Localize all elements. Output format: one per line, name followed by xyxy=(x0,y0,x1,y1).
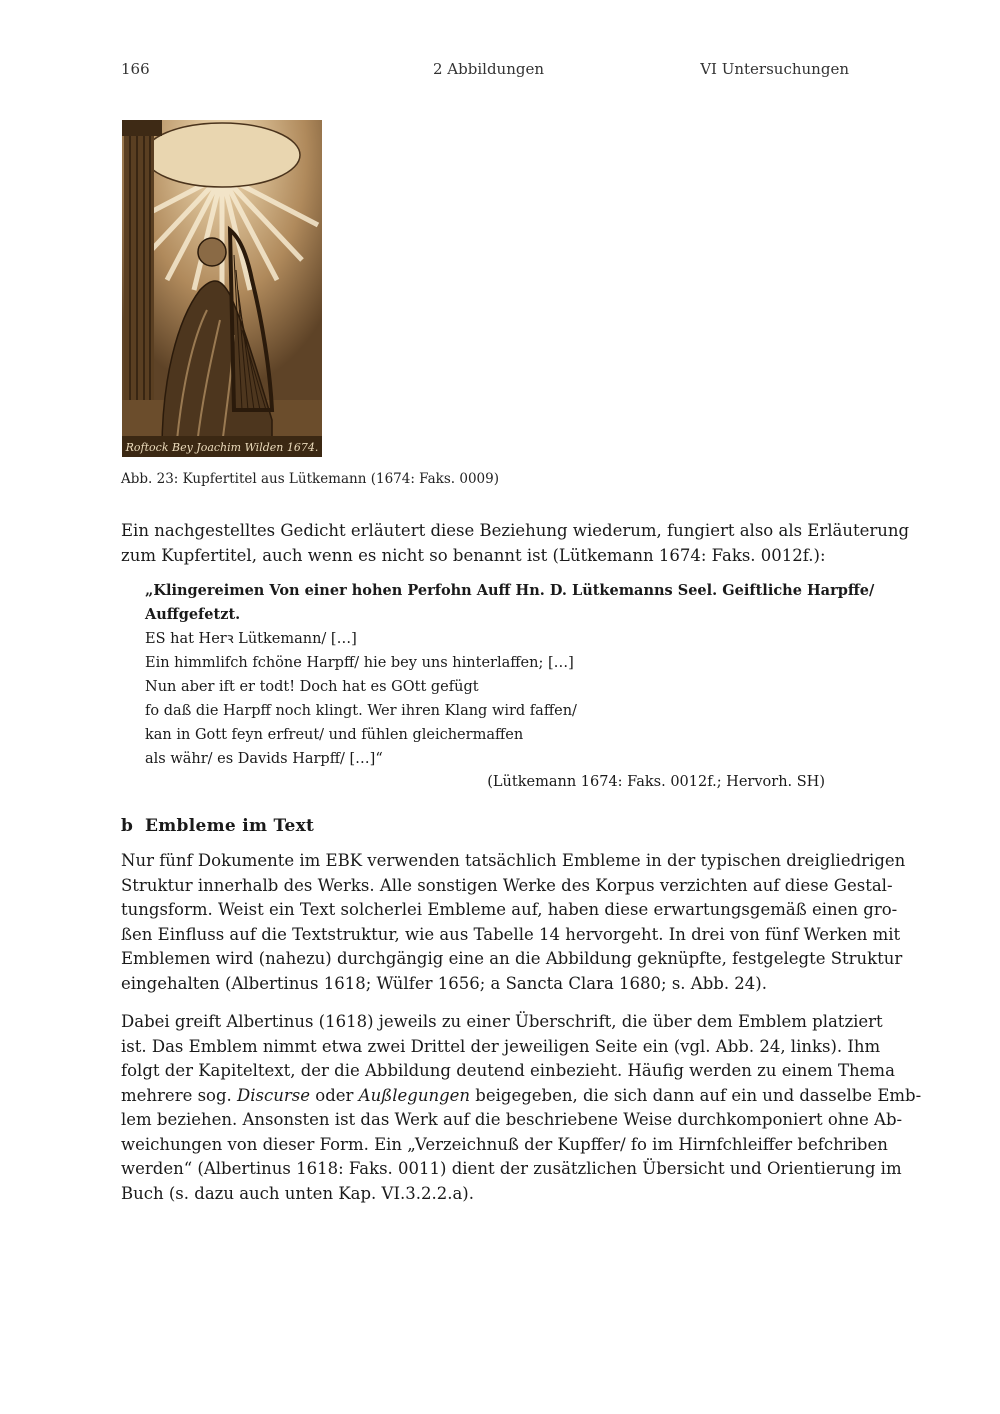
poem-line: als währ/ es Davids Harpff/ […]“ xyxy=(145,751,383,767)
paragraph-line: ßen Einfluss auf die Textstruktur, wie aus Tabelle 14 hervorgeht. In drei von fünf Werken mit xyxy=(121,924,901,944)
figure-caption: Abb. 23: Kupfertitel aus Lütkemann (1674: Faks. 0009) xyxy=(121,471,499,487)
running-head-section: VI Untersuchungen xyxy=(700,60,849,78)
paragraph-line: Dabei greift Albertinus (1618) jeweils zu einer Überschrift, die über dem Emblem platziert xyxy=(121,1012,883,1031)
italic-term: Discurse xyxy=(237,1085,311,1105)
text-run: oder xyxy=(310,1085,359,1105)
paragraph-line: Emblemen wird (nahezu) durchgängig eine an die Abbildung geknüpfte, festgelegte Struktur xyxy=(121,949,903,968)
paragraph-line: Buch (s. dazu auch unten Kap. VI.3.2.2.a). xyxy=(121,1183,474,1203)
paragraph-line: tungsform. Weist ein Text solcherlei Embleme auf, haben diese erwartungsgemäß einen gro- xyxy=(121,900,898,919)
paragraph-line: folgt der Kapiteltext, der die Abbildung deutend einbezieht. Häufig werden zu einem Thema xyxy=(121,1061,895,1080)
text-run: beigegeben, die sich dann auf ein und dasselbe Emb- xyxy=(470,1085,922,1105)
section-number: b xyxy=(121,816,134,836)
running-head-chapter: 2 Abbildungen xyxy=(433,60,545,78)
page-number: 166 xyxy=(121,60,150,78)
paragraph-line: werden“ (Albertinus 1618: Faks. 0011) dient der zusätzlichen Übersicht und Orientierung im xyxy=(121,1159,902,1178)
poem-line: fo daß die Harpff noch klingt. Wer ihren Klang wird faffen/ xyxy=(145,703,577,719)
poem-title: „Klingereimen Von einer hohen Perfohn Auff Hn. D. Lütkemanns Seel. Geiftliche Harpffe/ xyxy=(145,582,875,599)
intro-paragraph xyxy=(121,519,910,568)
poem-line: kan in Gott feyn erfreut/ und fühlen gleichermaffen xyxy=(145,727,524,743)
poem-line: Nun aber ift er todt! Doch hat es GOtt gefügt xyxy=(145,679,479,695)
svg-text:Roftock Bey Joachim Wilden 167: Roftock Bey Joachim Wilden 1674. xyxy=(125,441,319,454)
poem-title-cont: Auffgefetzt. xyxy=(145,606,241,623)
section-title: Embleme im Text xyxy=(145,816,315,836)
intro-line: Ein nachgestelltes Gedicht erläutert diese Beziehung wiederum, fungiert also als Erläuterung xyxy=(121,521,910,540)
paragraph-line: eingehalten (Albertinus 1618; Wülfer 1656; a Sancta Clara 1680; s. Abb. 24). xyxy=(121,973,767,993)
paragraph-line: Nur fünf Dokumente im EBK verwenden tatsächlich Embleme in der typischen dreigliedrigen xyxy=(121,851,906,870)
section-heading xyxy=(121,816,314,836)
engraving-image xyxy=(122,120,322,457)
paragraph-line: ist. Das Emblem nimmt etwa zwei Drittel der jeweiligen Seite ein (vgl. Abb. 24, links). Ihm xyxy=(121,1036,881,1056)
paragraph-line xyxy=(121,1084,922,1109)
paragraph-line: weichungen von dieser Form. Ein „Verzeichnuß der Kupffer/ fo im Hirnfchleiffer befchriben xyxy=(121,1134,888,1154)
quote-source: (Lütkemann 1674: Faks. 0012f.; Hervorh. SH) xyxy=(487,774,825,790)
text-run: mehrere sog. xyxy=(121,1085,238,1105)
engraving-figure xyxy=(122,120,322,457)
paragraph-line: lem beziehen. Ansonsten ist das Werk auf die beschriebene Weise durchkomponiert ohne Ab- xyxy=(121,1110,903,1129)
intro-line: zum Kupfertitel, auch wenn es nicht so benannt ist (Lütkemann 1674: Faks. 0012f.): xyxy=(121,545,826,565)
paragraph-line: Struktur innerhalb des Werks. Alle sonstigen Werke des Korpus verzichten auf diese Gestal- xyxy=(121,875,893,895)
paragraph-2 xyxy=(121,1010,922,1206)
italic-term: Außlegungen xyxy=(358,1085,471,1105)
poem-quote xyxy=(145,579,875,771)
poem-line: Ein himmlifch fchöne Harpff/ hie bey uns hinterlaffen; […] xyxy=(145,655,574,671)
paragraph-1 xyxy=(121,849,906,996)
poem-line: ES hat Herꝛ Lütkemann/ […] xyxy=(145,631,357,647)
running-head xyxy=(121,60,849,82)
page xyxy=(121,0,922,1414)
